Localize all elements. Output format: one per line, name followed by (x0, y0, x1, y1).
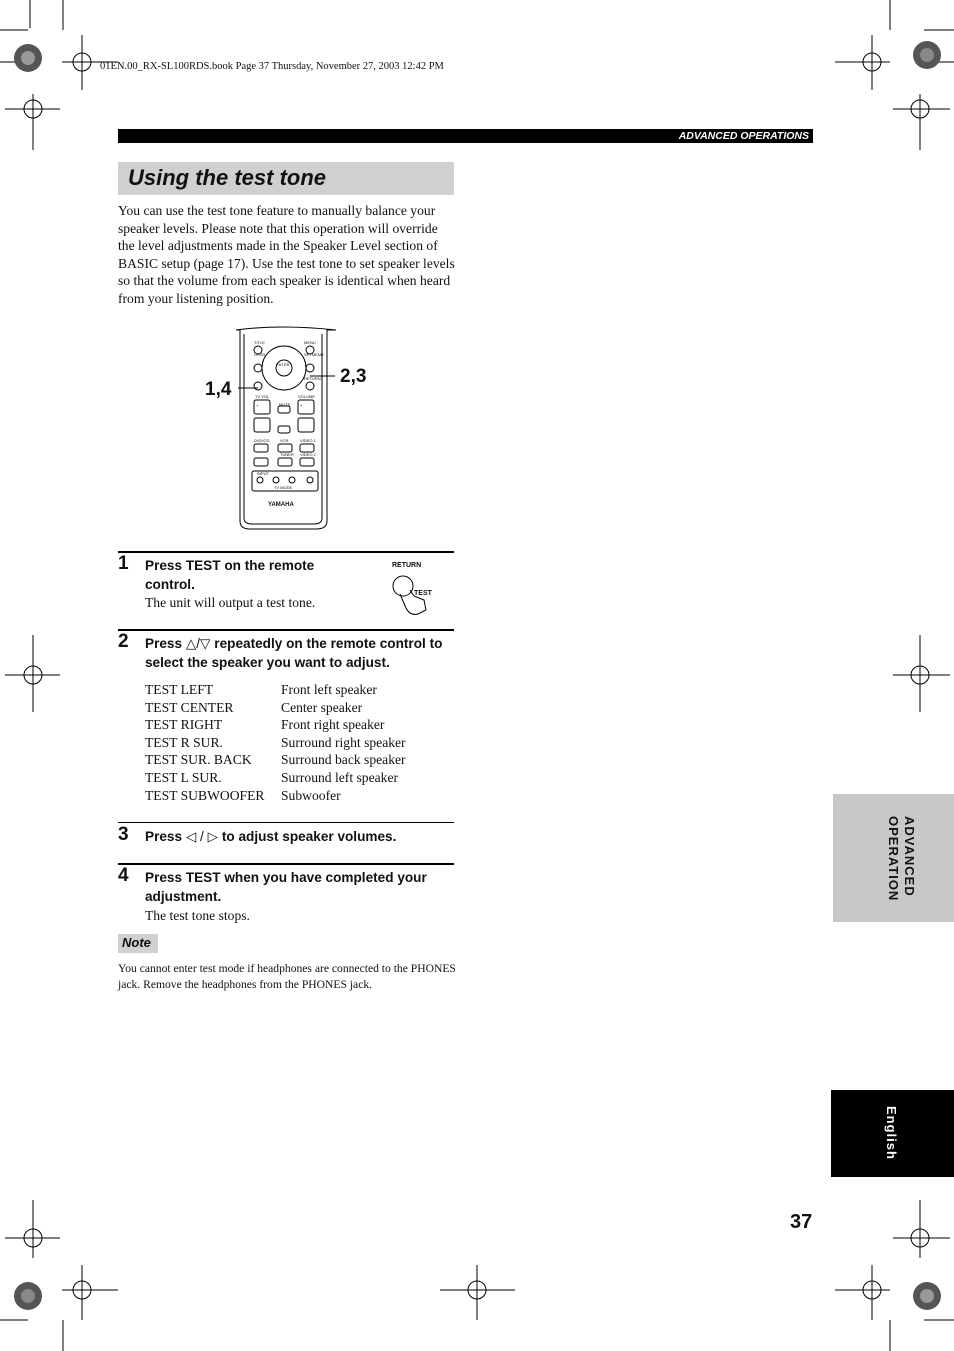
side-tab-advanced-operation (833, 794, 954, 922)
remote-level-label: LEVEL (254, 352, 267, 357)
svg-text:+: + (300, 403, 303, 408)
return-button-label: RETURN (392, 562, 422, 569)
test-button-illustration (390, 562, 460, 620)
remote-return-label: RETURN (304, 376, 321, 381)
step-2-number: 2 (118, 631, 129, 652)
test-button-label: TEST (414, 590, 432, 597)
step-2-title: Press △/▽ repeatedly on the remote control to select the speaker you want to adjust. (145, 636, 443, 670)
remote-tuner-label: TUNER (280, 452, 294, 457)
step-1-number: 1 (118, 553, 129, 574)
remote-video2-label: VIDEO 2 (300, 452, 316, 457)
page-number: 37 (790, 1211, 813, 1233)
table-row (145, 787, 406, 805)
step-1-title: Press TEST on the remote control. (145, 558, 315, 592)
callout-steps-1-4: 1,4 (205, 379, 232, 400)
speaker-name-cell: Surround left speaker (281, 769, 399, 785)
test-mode-cell: TEST SUBWOOFER (145, 787, 265, 803)
test-mode-cell: TEST LEFT (145, 682, 214, 697)
step-3-number: 3 (118, 824, 129, 845)
remote-tvmode-label: TV MODE (274, 485, 293, 490)
test-mode-cell: TEST L SUR. (145, 769, 222, 785)
remote-setmenu-label: SETMENU (304, 352, 324, 357)
speaker-name-cell: Front left speaker (281, 682, 377, 697)
table-row (145, 769, 406, 787)
side-tab-advanced-label: ADVANCED OPERATION (886, 816, 917, 902)
step-1-rule (118, 551, 454, 553)
page-title-box (118, 162, 454, 195)
remote-brand: YAMAHA (268, 502, 294, 508)
remote-enter-label: ENTER (276, 362, 290, 367)
table-row (145, 751, 406, 769)
test-mode-cell: TEST CENTER (145, 699, 234, 715)
side-tab-english (831, 1090, 954, 1177)
speaker-name-cell: Surround back speaker (281, 752, 406, 768)
table-row (145, 699, 406, 717)
note-text: You cannot enter test mode if headphones are connected to the PHONES jack. Remove the headphones from the PHONES jack. (118, 962, 456, 991)
remote-menu-label: MENU (304, 340, 316, 345)
step-4-rule (118, 863, 454, 865)
remote-vcr-label: VCR (280, 438, 289, 443)
svg-text:+: + (256, 403, 259, 408)
remote-volume-label: VOLUME (298, 394, 315, 399)
remote-tvvol-label: TV VOL (255, 394, 270, 399)
section-header-bar (118, 129, 813, 143)
section-label: ADVANCED OPERATIONS (678, 130, 809, 142)
step-3-rule (118, 822, 454, 823)
speaker-test-table (145, 681, 406, 804)
up-down-arrows-icon: △/▽ (185, 636, 211, 651)
callout-steps-2-3: 2,3 (340, 366, 367, 387)
left-right-arrows-icon: ◁ / ▷ (185, 829, 219, 844)
speaker-name-cell: Surround right speaker (281, 734, 406, 750)
table-row (145, 681, 406, 699)
speaker-name-cell: Front right speaker (281, 717, 385, 733)
note-label: Note (122, 935, 151, 950)
step-3-title: Press ◁ / ▷ to adjust speaker volumes. (145, 829, 397, 844)
note-badge (118, 934, 158, 953)
remote-input-label: INPUT (257, 471, 269, 476)
test-mode-cell: TEST R SUR. (145, 734, 223, 750)
step-4-text: The test tone stops. (145, 908, 250, 923)
speaker-name-cell: Center speaker (281, 699, 363, 715)
table-row (145, 734, 406, 752)
speaker-name-cell: Subwoofer (281, 787, 341, 803)
table-row (145, 716, 406, 734)
intro-paragraph: You can use the test tone feature to manually balance your speaker levels. Please note that this operation will override the level adjustments made in the Speaker Level section of BASIC setup (page 17). Use the test tone to set speaker levels so that the volume from each speaker is identical when heard from your listening position. (118, 203, 455, 306)
test-mode-cell: TEST SUR. BACK (145, 752, 252, 768)
step-4-number: 4 (118, 865, 129, 886)
step-2-rule (118, 629, 454, 631)
step-4-title: Press TEST when you have completed your adjustment. (145, 870, 427, 904)
test-mode-cell: TEST RIGHT (145, 717, 223, 733)
remote-mute-label: MUTE (279, 402, 291, 407)
remote-video1-label: VIDEO 1 (300, 438, 316, 443)
book-file-header: 01EN.00_RX-SL100RDS.book Page 37 Thursday, November 27, 2003 12:42 PM (100, 61, 444, 72)
remote-control-illustration (200, 326, 460, 536)
remote-figure (200, 326, 460, 536)
remote-title-label: TITLE (254, 340, 265, 345)
side-tab-english-label: English (884, 1106, 899, 1160)
page-title: Using the test tone (128, 165, 327, 190)
remote-dvdcd-label: DVD/CD (254, 438, 270, 443)
step-1-text: The unit will output a test tone. (145, 595, 316, 610)
